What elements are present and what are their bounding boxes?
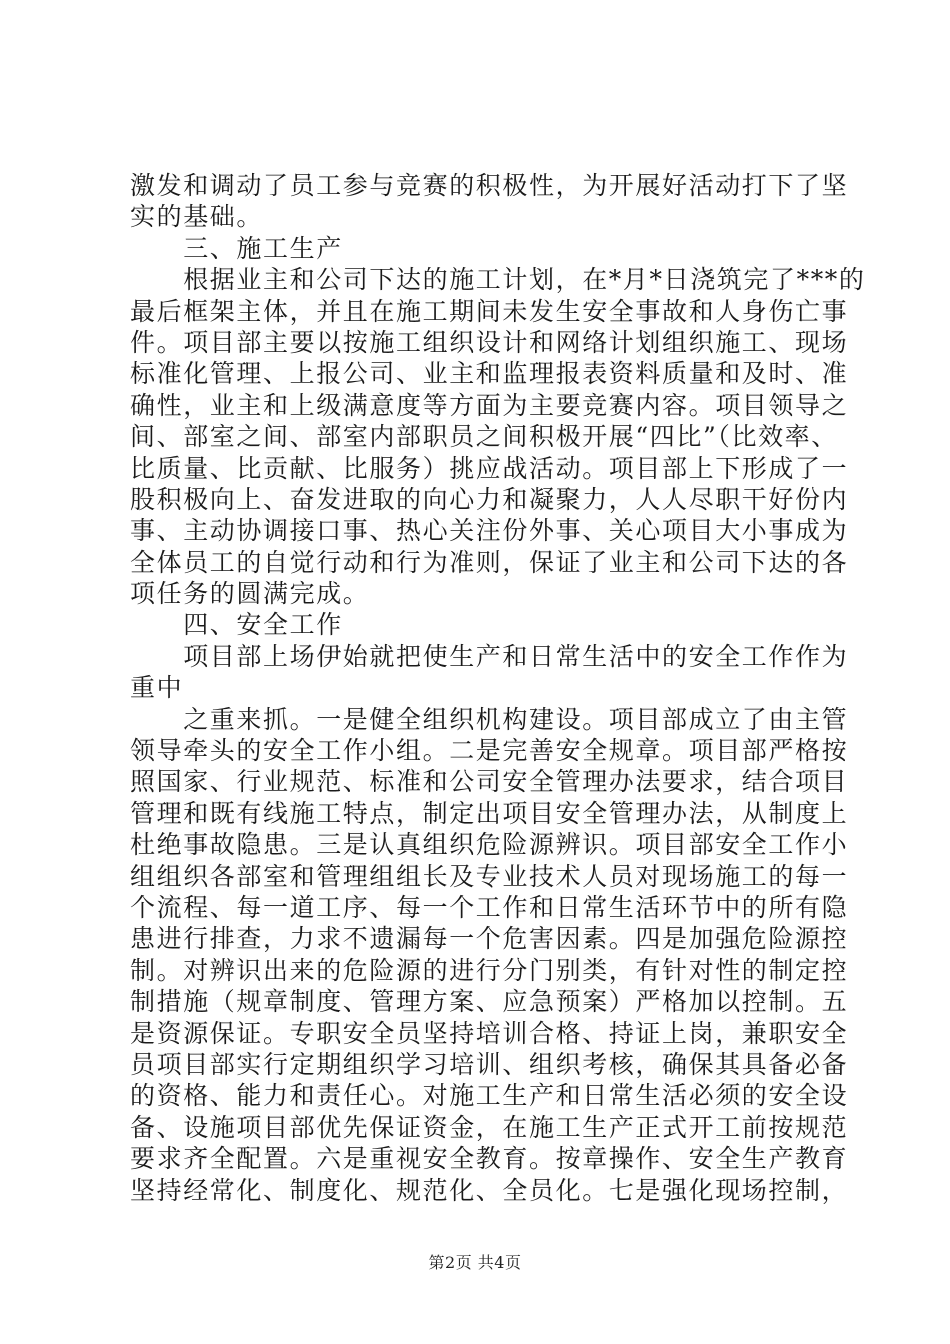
text-line: 是资源保证。专职安全员坚持培训合格、持证上岗，兼职安全 [130, 1018, 849, 1048]
text-line: 要求齐全配置。六是重视安全教育。按章操作、安全生产教育 [130, 1144, 849, 1174]
text-line: 杜绝事故隐患。三是认真组织危险源辨识。项目部安全工作小 [130, 830, 849, 860]
text-line: 管理和既有线施工特点，制定出项目安全管理办法，从制度上 [130, 798, 849, 828]
text-line: 件。项目部主要以按施工组织设计和网络计划组织施工、现场 [130, 327, 849, 357]
text-line: 备、设施项目部优先保证资金，在施工生产正式开工前按规范 [130, 1112, 849, 1142]
text-line: 根据业主和公司下达的施工计划，在*月*日浇筑完了***的 [130, 265, 866, 295]
text-line: 坚持经常化、制度化、规范化、全员化。七是强化现场控制， [130, 1175, 849, 1205]
text-line: 重中 [130, 673, 184, 703]
text-line: 项任务的圆满完成。 [130, 579, 370, 609]
text-line: 标准化管理、上报公司、业主和监理报表资料质量和及时、准 [130, 359, 849, 389]
text-line: 项目部上场伊始就把使生产和日常生活中的安全工作作为 [130, 641, 849, 671]
text-line: 领导牵头的安全工作小组。二是完善安全规章。项目部严格按 [130, 736, 849, 766]
section-heading: 三、施工生产 [130, 233, 343, 263]
page-number-footer: 第2页 共4页 [428, 1253, 522, 1272]
text-line: 照国家、行业规范、标准和公司安全管理办法要求，结合项目 [130, 767, 849, 797]
text-line: 组组织各部室和管理组组长及专业技术人员对现场施工的每一 [130, 861, 849, 891]
text-line: 股积极向上、奋发进取的向心力和凝聚力，人人尽职干好份内 [130, 484, 849, 514]
text-line: 间、部室之间、部室内部职员之间积极开展“四比”（比效率、 [130, 422, 838, 452]
text-line: 个流程、每一道工序、每一个工作和日常生活环节中的所有隐 [130, 892, 849, 922]
text-line: 全体员工的自觉行动和行为准则，保证了业主和公司下达的各 [130, 547, 849, 577]
text-line: 激发和调动了员工参与竞赛的积极性，为开展好活动打下了坚 [130, 171, 849, 200]
document-body [130, 170, 866, 1206]
text-line: 的资格、能力和责任心。对施工生产和日常生活必须的安全设 [130, 1081, 849, 1111]
text-line: 确性，业主和上级满意度等方面为主要竞赛内容。项目领导之 [130, 390, 849, 420]
text-line: 比质量、比贡献、比服务）挑应战活动。项目部上下形成了一 [130, 453, 849, 483]
text-line: 之重来抓。一是健全组织机构建设。项目部成立了由主管 [130, 704, 849, 734]
text-line: 事、主动协调接口事、热心关注份外事、关心项目大小事成为 [130, 516, 849, 546]
text-line: 制措施（规章制度、管理方案、应急预案）严格加以控制。五 [130, 987, 849, 1017]
text-line: 实的基础。 [130, 202, 264, 232]
text-line: 员项目部实行定期组织学习培训、组织考核，确保其具备必备 [130, 1049, 849, 1079]
section-heading: 四、安全工作 [130, 610, 343, 640]
text-line: 患进行排查，力求不遗漏每一个危害因素。四是加强危险源控 [130, 924, 849, 954]
text-line: 制。对辨识出来的危险源的进行分门别类，有针对性的制定控 [130, 955, 849, 985]
text-line: 最后框架主体，并且在施工期间未发生安全事故和人身伤亡事 [130, 296, 849, 326]
